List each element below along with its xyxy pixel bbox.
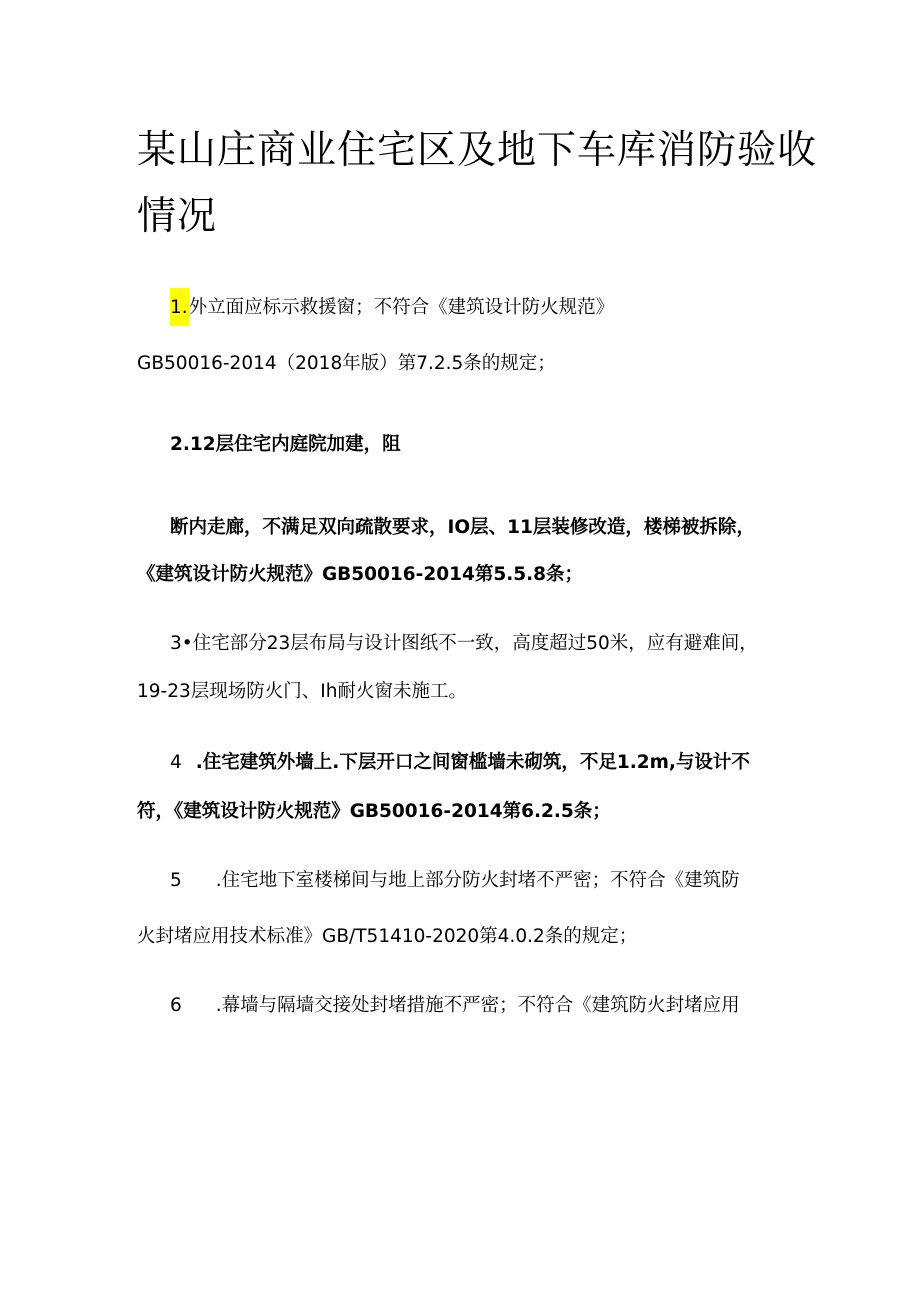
item-6-line-1 bbox=[170, 994, 740, 1018]
item-2b-line-1: 断内走廊，不满足双向疏散要求，IO层、11层装修改造，楼梯被拆除， bbox=[170, 517, 755, 538]
item-5-number: 5 bbox=[170, 870, 182, 891]
document-title: 某山庄商业住宅区及地下车库消防验收情况 bbox=[137, 128, 818, 239]
item-1-text-1: 外立面应标示救援窗；不符合《建筑设计防火规范》 bbox=[188, 297, 615, 318]
item-1-number-highlighted: 1. bbox=[170, 288, 189, 326]
item-6-number: 6 bbox=[170, 995, 182, 1016]
item-3-line-2: 19-23层现场防火门、Ih耐火窗未施工。 bbox=[137, 681, 467, 702]
item-2-line-1: 2.12层住宅内庭院加建，阻 bbox=[170, 434, 401, 455]
item-5-line-1 bbox=[170, 869, 740, 893]
item-5-line-2: 火封堵应用技术标准》GB/T51410-2020第4.0.2条的规定； bbox=[137, 926, 638, 947]
item-4-line-1 bbox=[170, 751, 750, 775]
item-3-text-1: 住宅部分23层布局与设计图纸不一致，高度超过50米，应有避难间， bbox=[192, 633, 758, 654]
item-1-line-2: GB50016-2014（2018年版）第7.2.5条的规定； bbox=[137, 353, 556, 374]
item-3-number: 3• bbox=[170, 633, 193, 654]
item-6-text-1: .幕墙与隔墙交接处封堵措施不严密；不符合《建筑防火封堵应用 bbox=[215, 995, 740, 1016]
item-1-line-1 bbox=[170, 296, 614, 326]
item-4-text-1: .住宅建筑外墙上.下层开口之间窗槛墙未砌筑，不足1.2m,与设计不 bbox=[195, 752, 750, 773]
item-4-line-2: 符，《建筑设计防火规范》GB50016-2014第6.2.5条； bbox=[137, 801, 611, 822]
item-3-line-1 bbox=[170, 632, 758, 656]
item-2b-line-2: 《建筑设计防火规范》GB50016-2014第5.5.8条； bbox=[137, 564, 583, 585]
item-4-number: 4 bbox=[170, 752, 182, 773]
item-5-text-1: .住宅地下室楼梯间与地上部分防火封堵不严密；不符合《建筑防 bbox=[215, 870, 740, 891]
